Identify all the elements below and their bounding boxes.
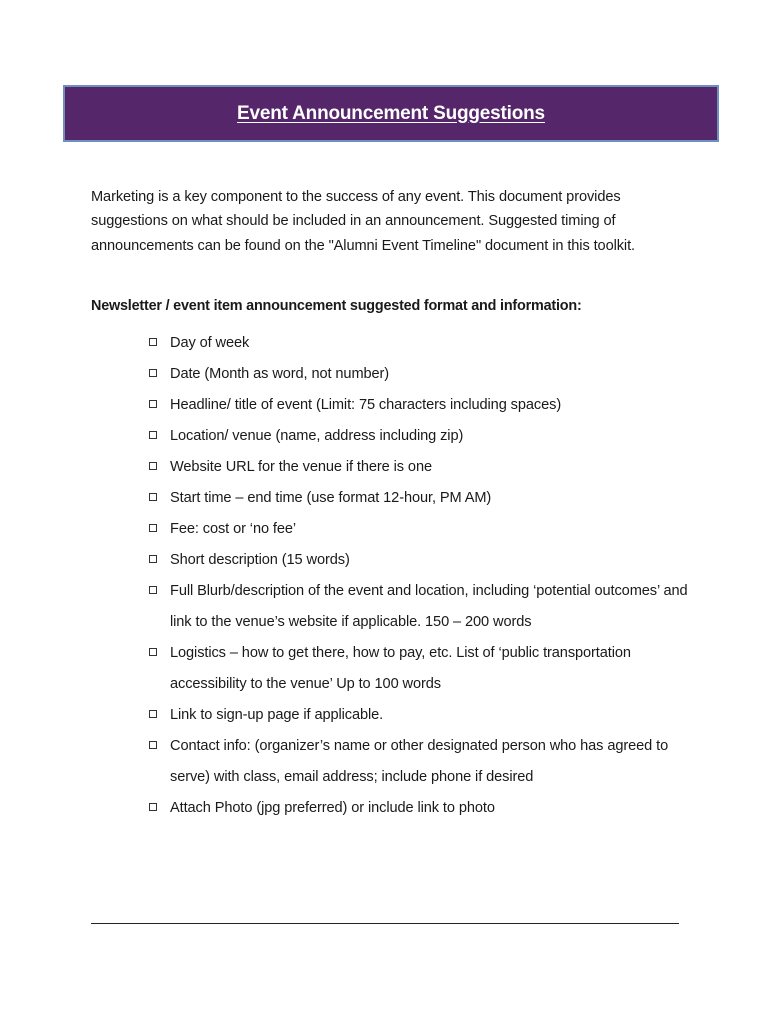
checklist-item-website-url: [147, 452, 707, 483]
intro-paragraph: Marketing is a key component to the success of any event. This document provides suggestions on what should be included in an announcement. Suggested timing of announcements can be found on the "Alumni Event Timeline" document in this toolkit.: [91, 189, 635, 254]
page-title: Event Announcement Suggestions: [237, 102, 545, 124]
checklist-item-headline: [147, 390, 707, 421]
checklist-item-label: Day of week: [170, 335, 250, 351]
checklist-item-label: Contact info: (organizer’s name or other designated person who has agreed to serve) with class, email address; include phone if desired: [170, 738, 669, 785]
checklist-item-attach-photo: [147, 793, 707, 824]
checkbox-icon[interactable]: [149, 493, 157, 501]
section-heading: Newsletter / event item announcement suggested format and information:: [91, 298, 582, 314]
footer-divider: [91, 923, 679, 924]
checklist-item-label: Headline/ title of event (Limit: 75 characters including spaces): [170, 397, 562, 413]
checklist-item-start-end-time: [147, 483, 707, 514]
checklist-item-date: [147, 359, 707, 390]
checkbox-icon[interactable]: [149, 338, 157, 346]
checklist-item-label: Full Blurb/description of the event and location, including ‘potential outcomes’ and link to the venue’s website if applicable. 150 – 200 words: [170, 583, 688, 630]
checklist-item-label: Website URL for the venue if there is one: [170, 459, 432, 475]
checklist-item-short-description: [147, 545, 707, 576]
checkbox-icon[interactable]: [149, 400, 157, 408]
checklist-item-label: Fee: cost or ‘no fee’: [170, 521, 297, 537]
checklist-item-location: [147, 421, 707, 452]
checklist-item-label: Date (Month as word, not number): [170, 366, 390, 382]
checklist-item-fee: [147, 514, 707, 545]
checkbox-icon[interactable]: [149, 462, 157, 470]
checkbox-icon[interactable]: [149, 431, 157, 439]
checkbox-icon[interactable]: [149, 586, 157, 594]
checkbox-icon[interactable]: [149, 369, 157, 377]
checkbox-icon[interactable]: [149, 710, 157, 718]
checkbox-icon[interactable]: [149, 555, 157, 563]
checklist-item-label: Logistics – how to get there, how to pay, etc. List of ‘public transportation accessibility to the venue’ Up to 100 words: [170, 645, 631, 692]
checklist-item-label: Start time – end time (use format 12-hour, PM AM): [170, 490, 492, 506]
checklist-item-label: Short description (15 words): [170, 552, 350, 568]
checklist-item-label: Link to sign-up page if applicable.: [170, 707, 384, 723]
checkbox-icon[interactable]: [149, 648, 157, 656]
checkbox-icon[interactable]: [149, 741, 157, 749]
checklist-item-contact-info: [147, 731, 707, 793]
checklist-item-full-blurb: [147, 576, 707, 638]
checklist-item-day-of-week: [147, 328, 707, 359]
checklist-item-label: Attach Photo (jpg preferred) or include link to photo: [170, 800, 495, 816]
checkbox-icon[interactable]: [149, 524, 157, 532]
announcement-checklist: [147, 328, 707, 824]
title-banner: [63, 85, 719, 142]
checklist-item-sign-up-link: [147, 700, 707, 731]
checkbox-icon[interactable]: [149, 803, 157, 811]
checklist-item-label: Location/ venue (name, address including zip): [170, 428, 464, 444]
checklist-item-logistics: [147, 638, 707, 700]
